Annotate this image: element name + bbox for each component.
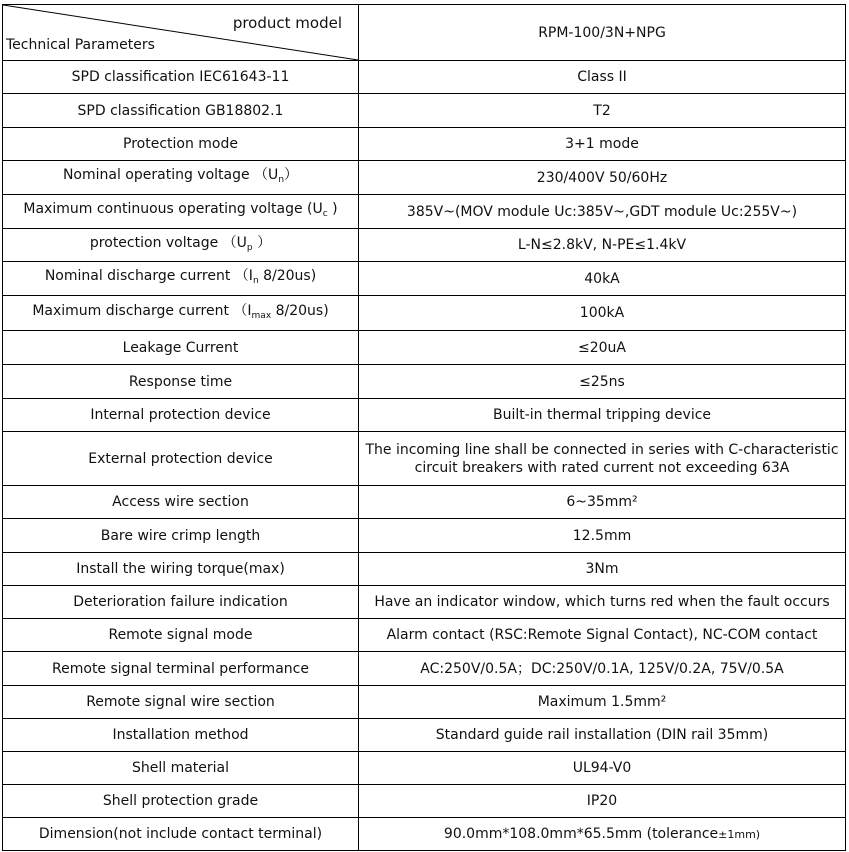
- table-row: [3, 519, 846, 553]
- param-value: L-N≤2.8kV, N-PE≤1.4kV: [359, 229, 846, 262]
- table-row: [3, 229, 846, 262]
- table-row: [3, 818, 846, 851]
- table-row: [3, 331, 846, 365]
- table-row: [3, 719, 846, 752]
- param-label: Remote signal wire section: [3, 686, 359, 719]
- param-label: Shell protection grade: [3, 785, 359, 818]
- table-row: [3, 365, 846, 399]
- table-row: [3, 752, 846, 785]
- param-value: AC:250V/0.5A；DC:250V/0.1A, 125V/0.2A, 75V/0.5A: [359, 652, 846, 686]
- spec-table: [2, 4, 846, 851]
- header-corner-cell: [3, 5, 359, 61]
- param-label: Shell material: [3, 752, 359, 785]
- param-value: 90.0mm*108.0mm*65.5mm (tolerance±1mm): [359, 818, 846, 851]
- param-label: Internal protection device: [3, 399, 359, 432]
- table-row: [3, 785, 846, 818]
- param-label: SPD classification GB18802.1: [3, 94, 359, 128]
- param-value: Alarm contact (RSC:Remote Signal Contact), NC-COM contact: [359, 619, 846, 652]
- param-value: Built-in thermal tripping device: [359, 399, 846, 432]
- product-model-value: RPM-100/3N+NPG: [359, 5, 846, 61]
- param-label: Access wire section: [3, 486, 359, 519]
- param-value: Maximum 1.5mm²: [359, 686, 846, 719]
- param-value: Have an indicator window, which turns red when the fault occurs: [359, 586, 846, 619]
- table-row: [3, 296, 846, 331]
- param-label: Dimension(not include contact terminal): [3, 818, 359, 851]
- table-row: [3, 652, 846, 686]
- param-label: External protection device: [3, 432, 359, 486]
- table-row: [3, 128, 846, 161]
- table-row: [3, 61, 846, 94]
- corner-product-model-label: product model: [232, 14, 342, 32]
- param-value: T2: [359, 94, 846, 128]
- param-value: Class II: [359, 61, 846, 94]
- param-label: Installation method: [3, 719, 359, 752]
- param-value: 385V~(MOV module Uc:385V~,GDT module Uc:255V~): [359, 195, 846, 229]
- param-value: 40kA: [359, 262, 846, 296]
- table-row: [3, 262, 846, 296]
- param-label: Install the wiring torque(max): [3, 553, 359, 586]
- table-row: [3, 432, 846, 486]
- param-value: 3+1 mode: [359, 128, 846, 161]
- param-value: 100kA: [359, 296, 846, 331]
- param-label: Nominal discharge current （$I_n$ 8/20us): [3, 262, 359, 296]
- table-row: [3, 94, 846, 128]
- param-label: Maximum continuous operating voltage ($U_c$ ): [3, 195, 359, 229]
- table-row: [3, 553, 846, 586]
- param-value: IP20: [359, 785, 846, 818]
- table-row: [3, 399, 846, 432]
- param-label: Protection mode: [3, 128, 359, 161]
- table-row: [3, 619, 846, 652]
- param-label: Deterioration failure indication: [3, 586, 359, 619]
- param-value: The incoming line shall be connected in series with C-characteristic circuit breakers with rated current not exceeding 63A: [359, 432, 846, 486]
- param-label: Response time: [3, 365, 359, 399]
- param-label: Nominal operating voltage $(U_n)$: [3, 161, 359, 195]
- param-value: 6~35mm²: [359, 486, 846, 519]
- table-row: [3, 686, 846, 719]
- param-value: 12.5mm: [359, 519, 846, 553]
- param-label: Leakage Current: [3, 331, 359, 365]
- table-row: [3, 586, 846, 619]
- param-value: 230/400V 50/60Hz: [359, 161, 846, 195]
- header-row: [3, 5, 846, 61]
- table-row: [3, 486, 846, 519]
- corner-technical-parameters-label: Technical Parameters: [6, 37, 155, 53]
- param-value: 3Nm: [359, 553, 846, 586]
- param-label: protection voltage （$U_p$ ）: [3, 229, 359, 262]
- param-value: ≤20uA: [359, 331, 846, 365]
- table-row: [3, 195, 846, 229]
- param-label: Maximum discharge current （$I_{max}$ 8/20us): [3, 296, 359, 331]
- param-label: Bare wire crimp length: [3, 519, 359, 553]
- param-value: ≤25ns: [359, 365, 846, 399]
- table-row: [3, 161, 846, 195]
- param-label: SPD classification IEC61643-11: [3, 61, 359, 94]
- param-label: Remote signal terminal performance: [3, 652, 359, 686]
- param-value: UL94-V0: [359, 752, 846, 785]
- param-label: Remote signal mode: [3, 619, 359, 652]
- param-value: Standard guide rail installation (DIN rail 35mm): [359, 719, 846, 752]
